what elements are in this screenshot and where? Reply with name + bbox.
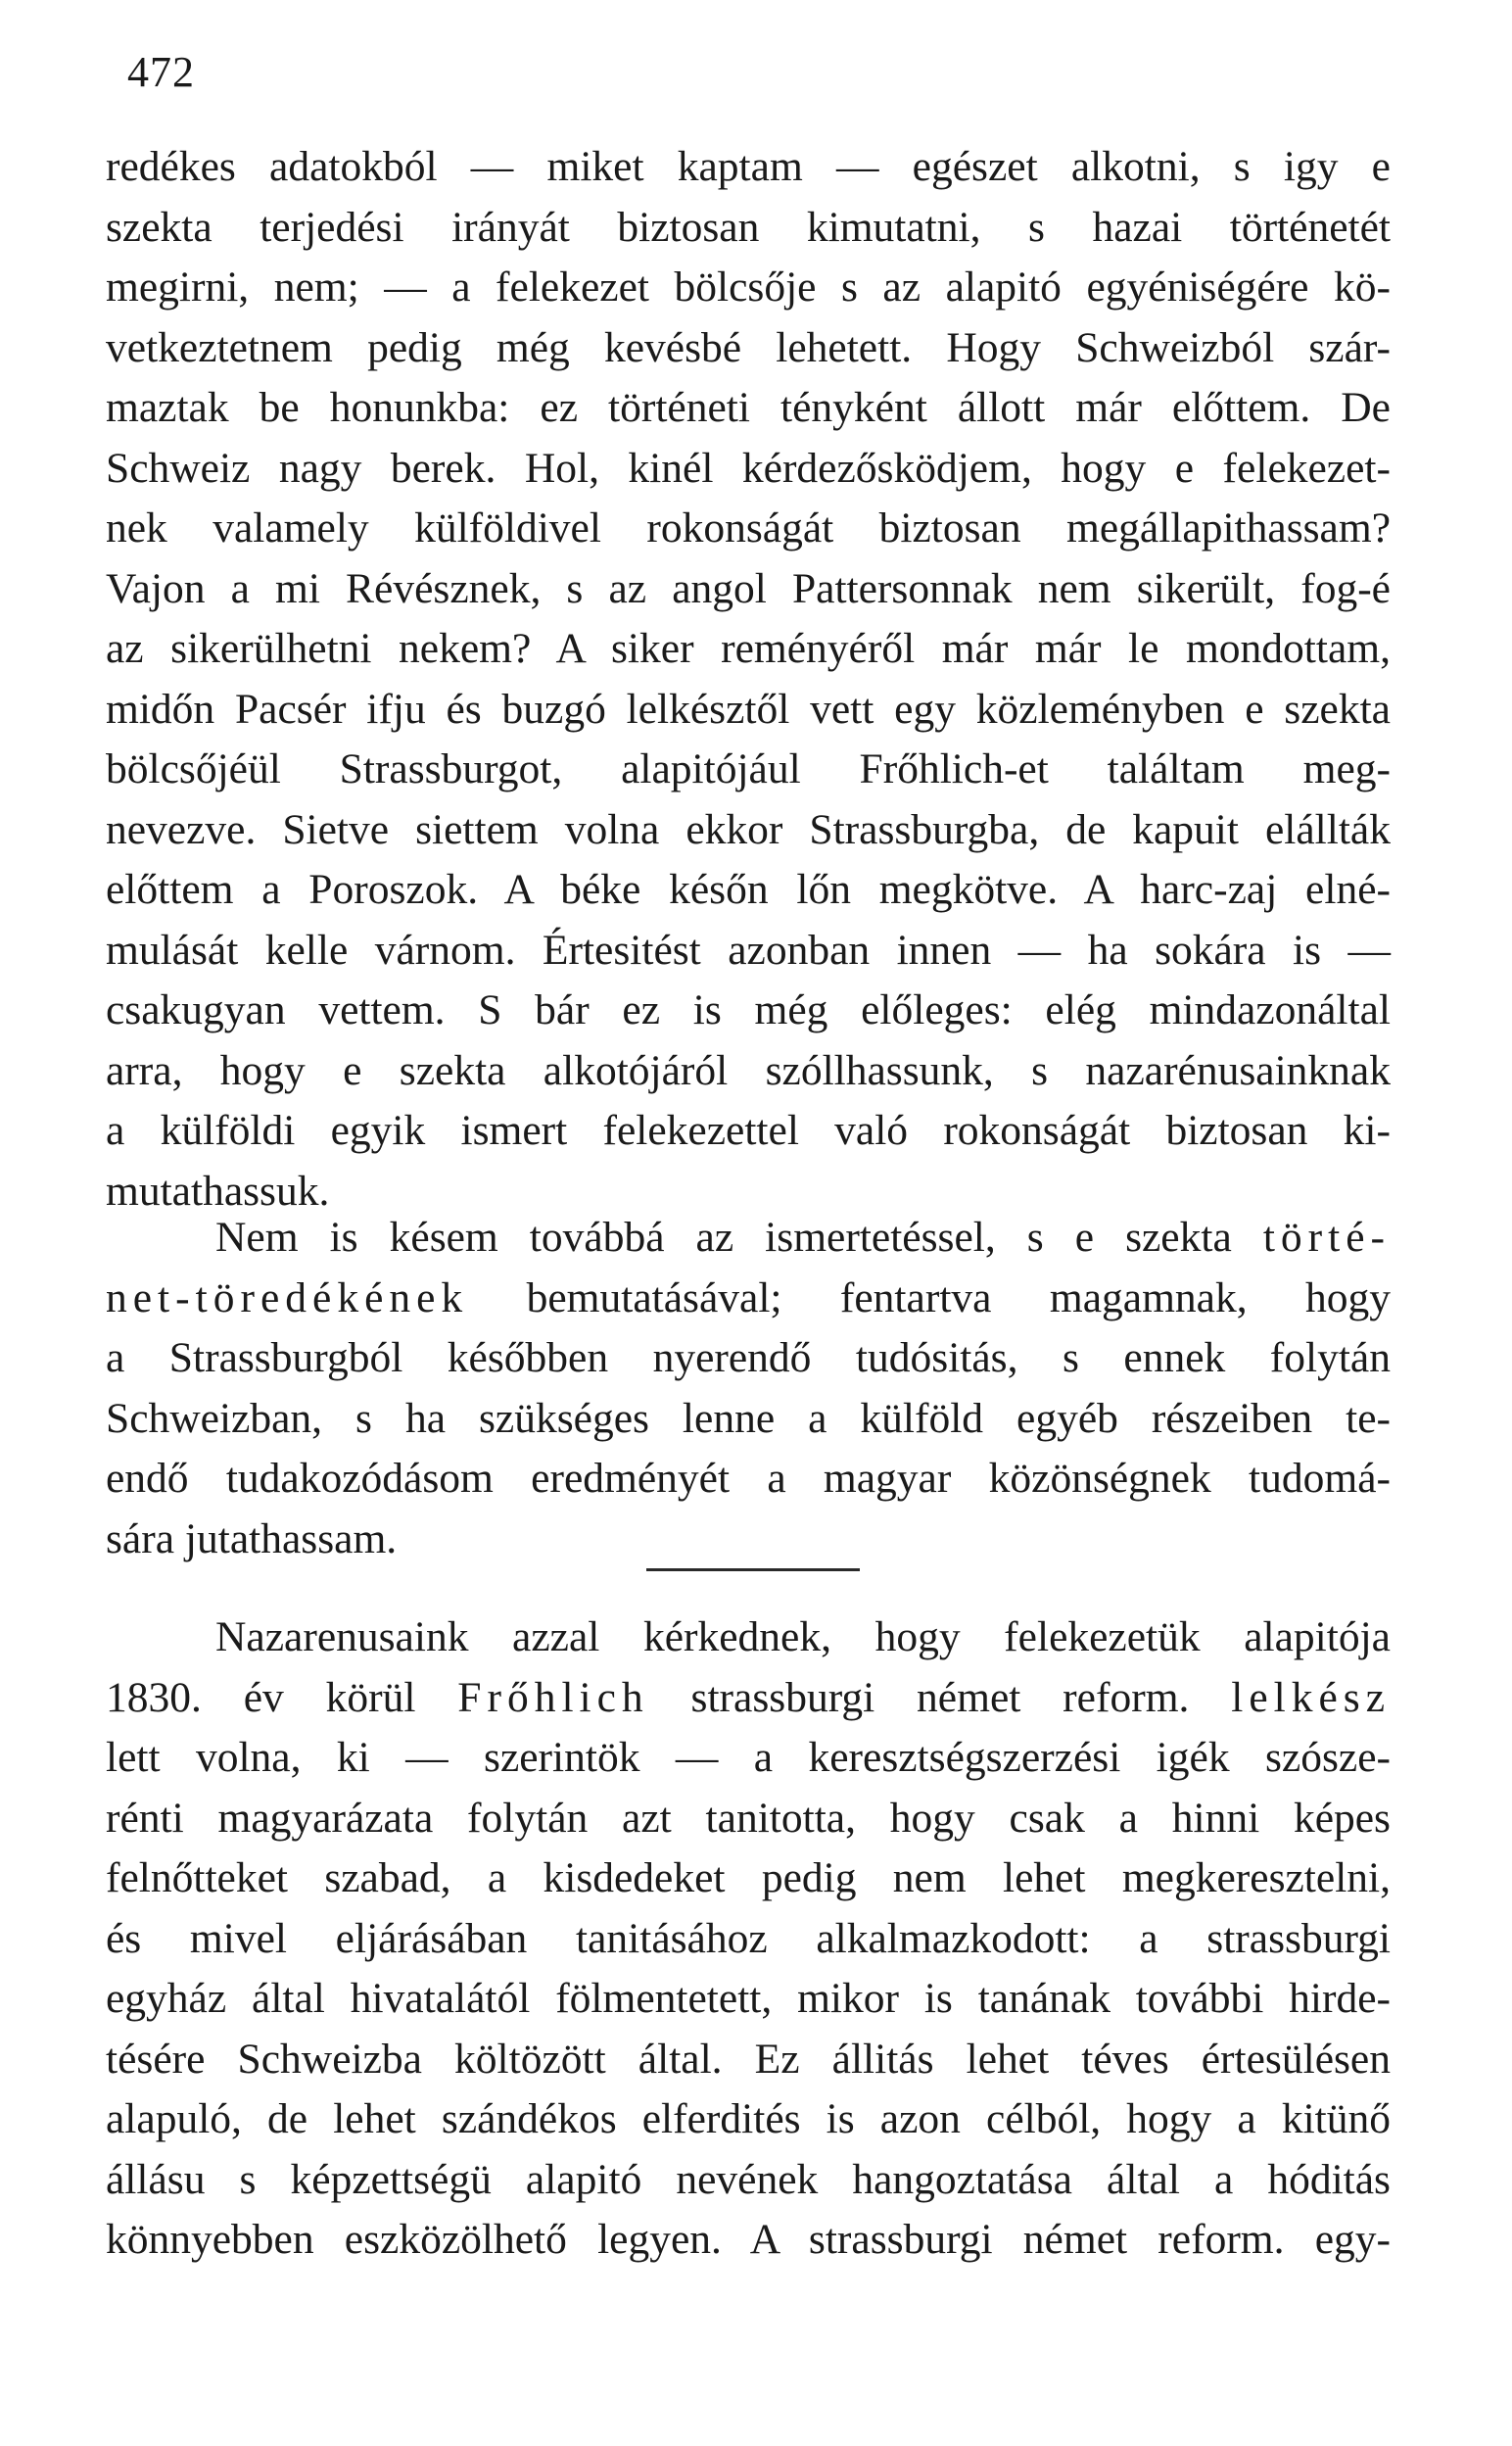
text-line: rénti magyarázata folytán azt tanitotta, hogy csak a hinni képes: [106, 1794, 1391, 1842]
text-line: Vajon a mi Révésznek, s az angol Pattersonnak nem sikerült, fog-é: [106, 564, 1391, 612]
text-line: nek valamely külföldivel rokonságát biztosan megállapithassam?: [106, 504, 1391, 552]
text-line: tésére Schweizba költözött által. Ez állitás lehet téves értesülésen: [106, 2035, 1391, 2083]
text-line: és mivel eljárásában tanitásához alkalmazkodott: a strassburgi: [106, 1914, 1391, 1962]
paragraph-2: [106, 1208, 1391, 1569]
text-line: arra, hogy e szekta alkotójáról szóllhassunk, s nazarénusainknak: [106, 1046, 1391, 1094]
text-run: 1830. év körül: [106, 1673, 416, 1721]
text-run: bemutatásával; fentartva magamnak, hogy: [526, 1273, 1391, 1321]
text-line: [106, 1269, 1391, 1329]
spaced-emphasis: Frőhlich: [457, 1673, 649, 1721]
text-line: megirni, nem; — a felekezet bölcsője s az alapitó egyéniségére kö-: [106, 264, 1391, 311]
page-number: 472: [127, 48, 195, 96]
paragraph-1: [106, 137, 1391, 1222]
paragraph-3: [106, 1607, 1391, 2271]
text-line: vetkeztetnem pedig még kevésbé lehetett. Hogy Schweizból szár-: [106, 323, 1391, 371]
text-line: Schweiz nagy berek. Hol, kinél kérdezősködjem, hogy e felekezet-: [106, 444, 1391, 492]
text-line: alapuló, de lehet szándékos elferdités is azon célból, hogy a kitünő: [106, 2095, 1391, 2142]
text-line: egyház által hivatalától fölmentetett, mikor is tanának további hirde-: [106, 1975, 1391, 2022]
text-line: redékes adatokból — miket kaptam — egészet alkotni, s igy e: [106, 143, 1391, 190]
text-line: a külföldi egyik ismert felekezettel való rokonságát biztosan ki-: [106, 1107, 1391, 1154]
text-line: mulását kelle várnom. Értesitést azonban innen — ha sokára is —: [106, 926, 1391, 974]
spaced-emphasis: lelkész: [1231, 1673, 1392, 1721]
text-line: előttem a Poroszok. A béke későn lőn megkötve. A harc-zaj elné-: [106, 866, 1391, 913]
text-line: bölcsőjéül Strassburgot, alapitójául Frőhlich-et találtam meg-: [106, 745, 1391, 792]
text-line: lett volna, ki — szerintök — a keresztségszerzési igék szósze-: [106, 1734, 1391, 1781]
section-divider: [646, 1568, 860, 1571]
text-line: Schweizban, s ha szükséges lenne a külföld egyéb részeiben te-: [106, 1394, 1391, 1442]
text-line: állásu s képzettségü alapitó nevének hangoztatása által a hóditás: [106, 2155, 1391, 2203]
text-line: a Strassburgból későbben nyerendő tudósitás, s ennek folytán: [106, 1334, 1391, 1381]
text-line: nevezve. Sietve siettem volna ekkor Strassburgba, de kapuit elállták: [106, 805, 1391, 853]
text-line: mutathassuk.: [106, 1167, 330, 1215]
text-line: maztak be honunkba: ez történeti tényként állott már előttem. De: [106, 384, 1391, 431]
spaced-emphasis: törté-: [1262, 1214, 1392, 1261]
text-line: csakugyan vettem. S bár ez is még előleges: elég mindazonáltal: [106, 986, 1391, 1033]
spaced-emphasis: net-töredékének: [106, 1273, 469, 1321]
text-run: strassburgi német reform.: [690, 1673, 1190, 1721]
text-line: felnőtteket szabad, a kisdedeket pedig nem lehet megkeresztelni,: [106, 1854, 1391, 1901]
text-line: szekta terjedési irányát biztosan kimutatni, s hazai történetét: [106, 203, 1391, 251]
text-line: endő tudakozódásom eredményét a magyar közönségnek tudomá-: [106, 1455, 1391, 1502]
text-line: midőn Pacsér ifju és buzgó lelkésztől vett egy közleményben e szekta: [106, 685, 1391, 733]
text-line: Nazarenusaink azzal kérkednek, hogy felekezetük alapitója: [215, 1613, 1391, 1660]
text-line: [106, 1668, 1391, 1729]
text-line: könnyebben eszközölhető legyen. A strassburgi német reform. egy-: [106, 2216, 1391, 2263]
text-run: Nem is késem továbbá az ismertetéssel, s e szekta: [215, 1214, 1232, 1261]
text-line: [106, 1208, 1391, 1269]
text-line: az sikerülhetni nekem? A siker reményéről már már le mondottam,: [106, 625, 1391, 672]
text-line: sára jutathassam.: [106, 1514, 398, 1562]
